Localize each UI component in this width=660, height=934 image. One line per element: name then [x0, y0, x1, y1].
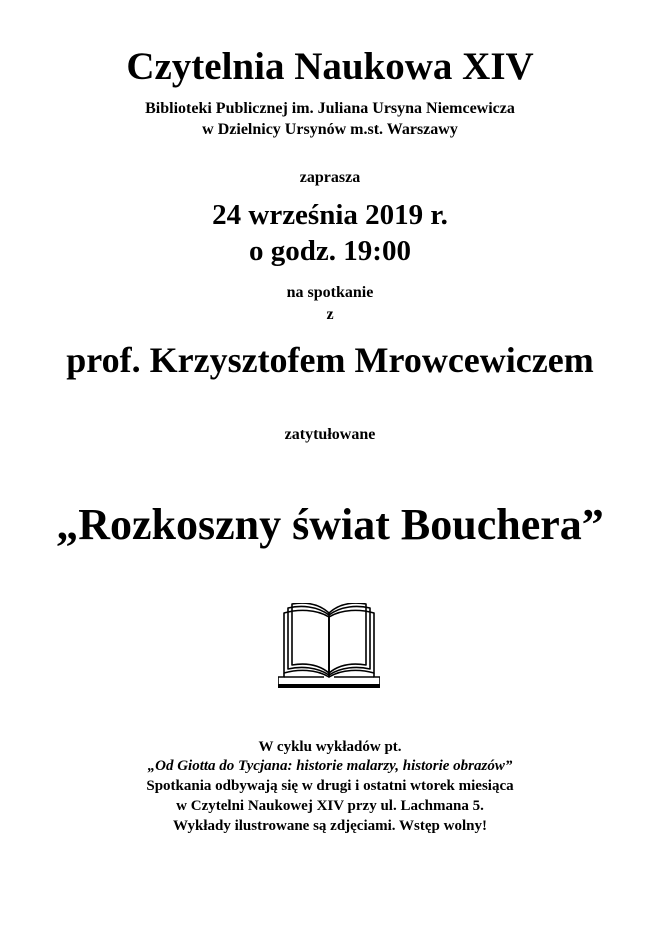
footer-location: w Czytelni Naukowej XIV przy ul. Lachmana 5. — [176, 798, 484, 814]
footer-series-intro: W cyklu wykładów pt. — [258, 739, 402, 755]
footer-admission: Wykłady ilustrowane są zdjęciami. Wstęp wolny! — [173, 818, 487, 834]
event-date: 24 września 2019 r. — [212, 199, 448, 231]
open-book-icon — [278, 603, 380, 689]
footer-schedule: Spotkania odbywają się w drugi i ostatni wtorek miesiąca — [146, 778, 514, 794]
footer-series-title: „Od Giotta do Tycjana: historie malarzy, historie obrazów” — [147, 758, 513, 774]
library-subtitle-line-1: Biblioteki Publicznej im. Juliana Ursyna Niemcewicza — [145, 100, 515, 117]
library-subtitle-line-2: w Dzielnicy Ursynów m.st. Warszawy — [202, 121, 458, 138]
speaker-name: prof. Krzysztofem Mrowcewiczem — [66, 340, 594, 380]
titled-text: zatytułowane — [284, 426, 376, 443]
event-time: o godz. 19:00 — [249, 235, 411, 267]
talk-title: „Rozkoszny świat Bouchera” — [56, 500, 604, 549]
meeting-text: na spotkanie — [286, 284, 374, 301]
with-text: z — [326, 306, 334, 323]
invites-text: zaprasza — [299, 169, 361, 186]
library-title: Czytelnia Naukowa XIV — [126, 45, 534, 88]
